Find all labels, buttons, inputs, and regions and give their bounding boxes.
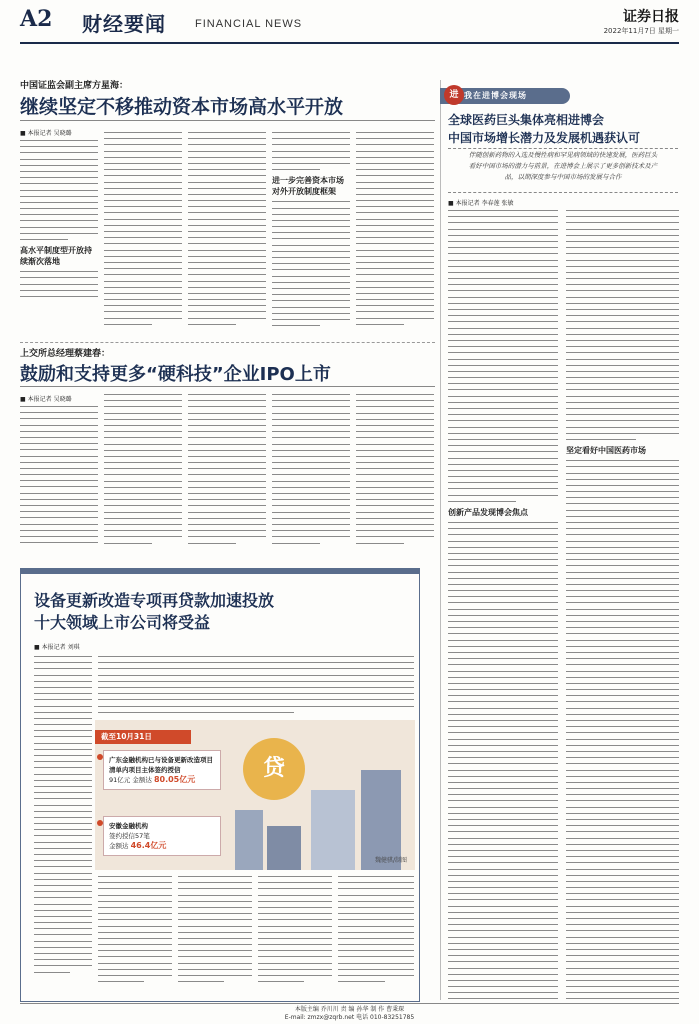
article3-headline-2: 十大领域上市公司将受益 xyxy=(34,613,211,632)
factory-icon xyxy=(311,790,355,870)
loan-coin-icon: 贷 xyxy=(243,738,305,800)
article3-col-1 xyxy=(34,656,92,994)
article2-col-1 xyxy=(20,406,98,556)
infographic-card-anhui: 安徽金融机构 签约授信57笔 金额达 46.4亿元 xyxy=(103,816,221,856)
article2-rule xyxy=(20,386,435,387)
column-separator xyxy=(440,80,441,1000)
article1-col-2 xyxy=(104,132,182,340)
article1-byline: ■ 本报记者 吴晓璐 xyxy=(20,128,72,137)
article4-byline: ■ 本报记者 李春莲 张敏 xyxy=(448,198,514,207)
article1-col-1 xyxy=(20,140,98,340)
article2-col-5 xyxy=(356,394,434,556)
article2-col-4 xyxy=(272,394,350,556)
article3-col-5 xyxy=(258,876,332,994)
article3-headline-1: 设备更新改造专项再贷款加速投放 xyxy=(34,591,275,610)
article2-headline: 鼓励和支持更多“硬科技”企业IPO上市 xyxy=(20,364,331,385)
article4-headline-2: 中国市场增长潜力及发展机遇获认可 xyxy=(448,131,641,145)
event-banner-text: 我在进博会现场 xyxy=(464,91,527,100)
summary-rule-bottom xyxy=(448,192,678,193)
infographic-card-guangdong: 广东金融机构已与设备更新改造项目清单内项目主体签约授信 91亿元 金额达 80.05亿元 xyxy=(103,750,221,790)
article1-col-3 xyxy=(188,132,266,340)
expo-badge-icon: 进 xyxy=(444,85,464,105)
article4-subhead-2: 坚定看好中国医药市场 xyxy=(566,446,646,456)
building-icon xyxy=(267,826,301,870)
article2-col-3 xyxy=(188,394,266,556)
summary-rule-top xyxy=(448,148,678,149)
article4-summary: 伴随创新药物的入选及慢性病和罕见病领域的快速发展，医药巨头看好中国市场的潜力与前景，在进博会上展示了更多创新技术及产品，以期深度参与中国市场的发展与合作 xyxy=(468,151,658,181)
article1-col-5 xyxy=(356,132,434,340)
footer-editors: 本版主编 乔川川 责 编 孙华 制 作 曹秉琛 xyxy=(294,1006,405,1013)
article1-subhead-1: 高水平制度型开放持续渐次落地 xyxy=(20,246,92,267)
article2-byline: ■ 本报记者 吴晓璐 xyxy=(20,394,72,403)
article2-kicker: 上交所总经理蔡建春： xyxy=(20,349,111,359)
infographic-date: 截至10月31日 xyxy=(95,730,191,744)
building-icon xyxy=(235,810,263,870)
footer-contact: E-mail: zmzx@zqrb.net 电话 010-83251785 xyxy=(284,1014,415,1021)
footer-rule xyxy=(20,1003,679,1004)
section-divider-1 xyxy=(20,342,435,343)
article1-kicker: 中国证监会副主席方星海： xyxy=(20,81,129,91)
infographic-credit: 魏健骐/制图 xyxy=(374,857,407,864)
article1-rule xyxy=(20,120,435,121)
newspaper-logo: 证券日报 xyxy=(623,9,679,25)
article3-col-3 xyxy=(98,876,172,994)
article3-col-2 xyxy=(98,656,414,716)
article4-col-2 xyxy=(566,210,679,1000)
page-number: A2 xyxy=(20,6,53,32)
article4-subhead-1: 创新产品发现博会焦点 xyxy=(448,508,528,517)
article1-col-4 xyxy=(272,132,350,340)
infographic xyxy=(95,720,415,870)
masthead xyxy=(20,6,679,42)
article1-headline: 继续坚定不移推动资本市场高水平开放 xyxy=(20,96,344,118)
article3-byline: ■ 本报记者 刘琪 xyxy=(34,642,80,651)
article4-headline-1: 全球医药巨头集体亮相进博会 xyxy=(448,113,605,127)
article3-col-6 xyxy=(338,876,414,994)
section-title-en: FINANCIAL NEWS xyxy=(195,18,303,30)
article4-col-1 xyxy=(448,210,558,1000)
article1-subhead-2: 进一步完善资本市场对外开放制度框架 xyxy=(272,176,344,197)
masthead-rule xyxy=(20,42,679,44)
footer xyxy=(0,1006,699,1022)
issue-date: 2022年11月7日 星期一 xyxy=(603,27,679,35)
article3-col-4 xyxy=(178,876,252,994)
article2-col-2 xyxy=(104,394,182,556)
section-title: 财经要闻 xyxy=(82,12,166,36)
